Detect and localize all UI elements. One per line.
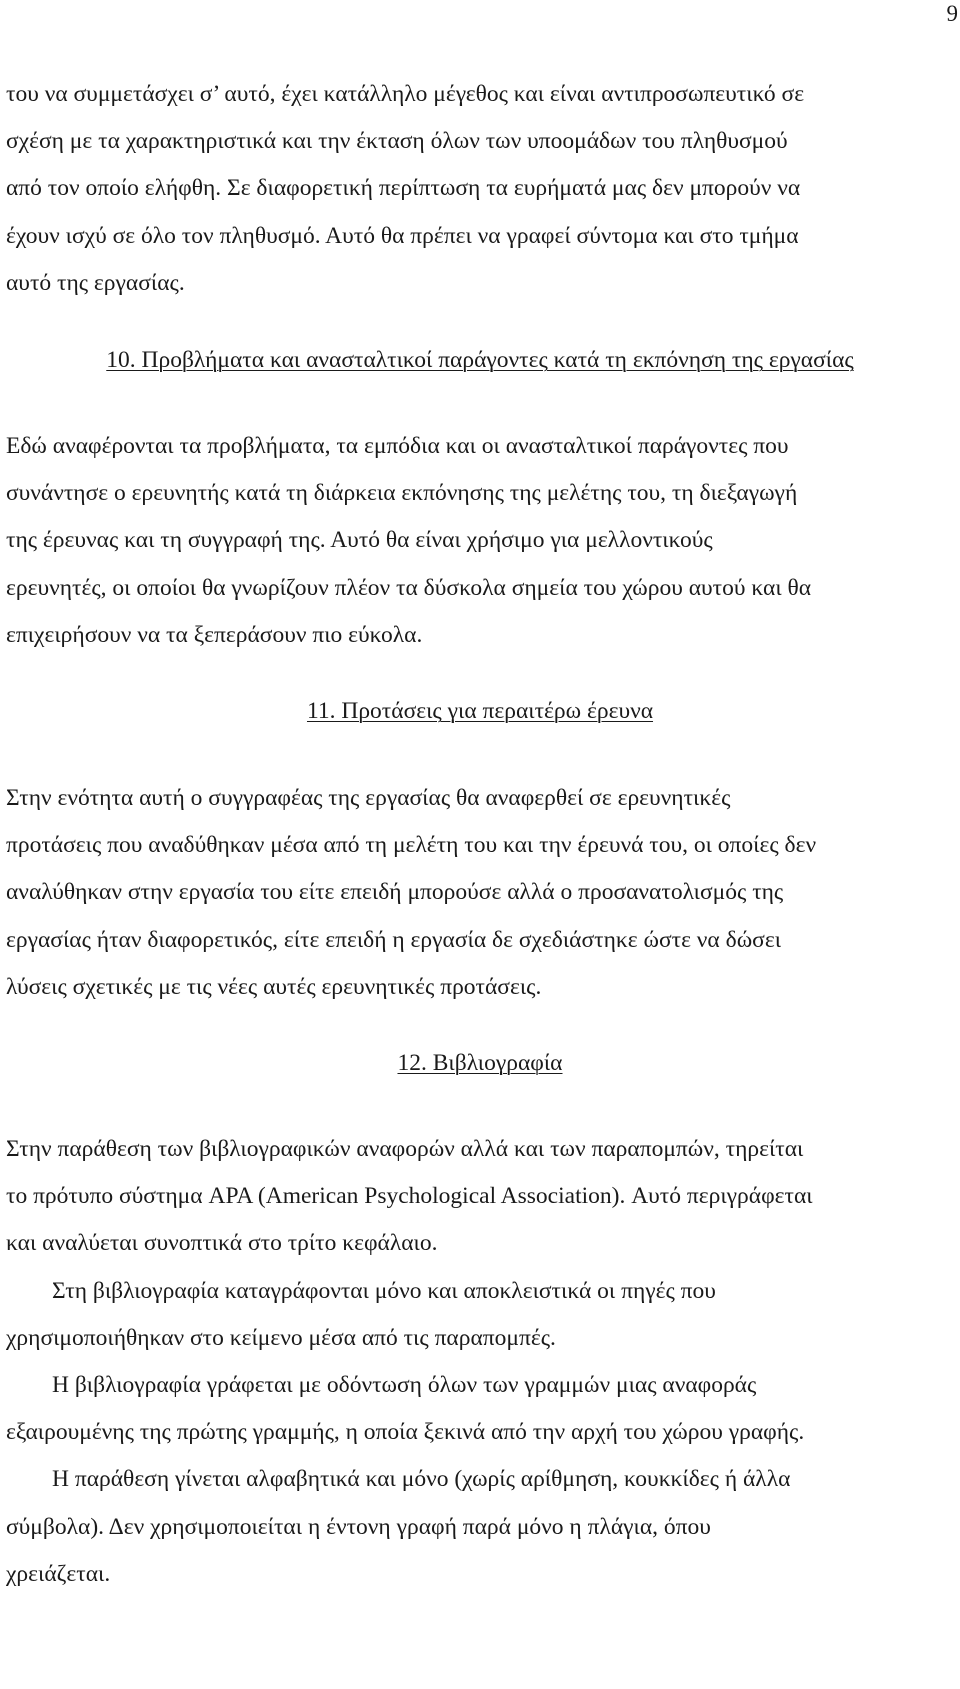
paragraph-line: αυτό της εργασίας. bbox=[6, 269, 185, 296]
paragraph-line: αναλύθηκαν στην εργασία του είτε επειδή μπορούσε αλλά ο προσανατολισμός της bbox=[6, 879, 784, 906]
paragraph-line: από τον οποίο ελήφθη. Σε διαφορετική περίπτωση τα ευρήματά μας δεν μπορούν να bbox=[6, 175, 801, 202]
section-10-paragraph bbox=[6, 423, 956, 659]
paragraph-line: εργασίας ήταν διαφορετικός, είτε επειδή η εργασία δε σχεδιάστηκε ώστε να δώσει bbox=[6, 926, 782, 953]
paragraph-line: Στην παράθεση των βιβλιογραφικών αναφορών αλλά και των παραπομπών, τηρείται bbox=[6, 1136, 804, 1162]
paragraph-line: σύμβολα). Δεν χρησιμοποιείται η έντονη γραφή παρά μόνο η πλάγια, όπου bbox=[6, 1513, 711, 1540]
paragraph-line: Η βιβλιογραφία γράφεται με οδόντωση όλων των γραμμών μιας αναφοράς bbox=[52, 1372, 757, 1399]
paragraph-line: Στη βιβλιογραφία καταγράφονται μόνο και αποκλειστικά οι πηγές που bbox=[52, 1277, 716, 1304]
paragraph-line: χρειάζεται. bbox=[6, 1560, 111, 1587]
paragraph-line: της έρευνας και τη συγγραφή της. Αυτό θα είναι χρήσιμο για μελλοντικούς bbox=[6, 527, 713, 554]
paragraph-line: του να συμμετάσχει σ’ αυτό, έχει κατάλληλο μέγεθος και είναι αντιπροσωπευτικό σε bbox=[6, 81, 805, 107]
paragraph-line: ερευνητές, οι οποίοι θα γνωρίζουν πλέον τα δύσκολα σημεία του χώρου αυτού και θα bbox=[6, 574, 812, 601]
paragraph-line: Η παράθεση γίνεται αλφαβητικά και μόνο (χωρίς αρίθμηση, κουκκίδες ή άλλα bbox=[52, 1466, 791, 1493]
paragraph-line: λύσεις σχετικές με τις νέες αυτές ερευνητικές προτάσεις. bbox=[6, 973, 542, 1000]
paragraph-line: χρησιμοποιήθηκαν στο κείμενο μέσα από τις παραπομπές. bbox=[6, 1324, 556, 1351]
section-11-paragraph bbox=[6, 775, 956, 1011]
paragraph-line: συνάντησε ο ερευνητής κατά τη διάρκεια εκπόνησης της μελέτης του, τη διεξαγωγή bbox=[6, 480, 798, 507]
section-12-paragraph-1 bbox=[6, 1126, 956, 1598]
paragraph-line: έχουν ισχύ σε όλο τον πληθυσμό. Αυτό θα πρέπει να γραφεί σύντομα και στο τμήμα bbox=[6, 222, 799, 249]
paragraph-line: Εδώ αναφέρονται τα προβλήματα, τα εμπόδια και οι ανασταλτικοί παράγοντες που bbox=[6, 433, 789, 459]
section-12-heading: 12. Βιβλιογραφία bbox=[397, 1050, 563, 1076]
paragraph-line: προτάσεις που αναδύθηκαν μέσα από τη μελέτη του και την έρευνά του, οι οποίες δεν bbox=[6, 832, 817, 859]
page-number: 9 bbox=[946, 1, 958, 26]
paragraph-line: εξαιρουμένης της πρώτης γραμμής, η οποία ξεκινά από την αρχή του χώρου γραφής. bbox=[6, 1419, 805, 1446]
section-10-heading: 10. Προβλήματα και ανασταλτικοί παράγοντες κατά τη εκπόνηση της εργασίας bbox=[106, 347, 854, 373]
paragraph-line: επιχειρήσουν να τα ξεπεράσουν πιο εύκολα. bbox=[6, 621, 423, 648]
section-11-heading: 11. Προτάσεις για περαιτέρω έρευνα bbox=[306, 698, 654, 724]
paragraph-line: και αναλύεται συνοπτικά στο τρίτο κεφάλαιο. bbox=[6, 1230, 438, 1257]
intro-paragraph bbox=[6, 71, 956, 307]
paragraph-line: το πρότυπο σύστημα APA (American Psychological Association). Αυτό περιγράφεται bbox=[6, 1183, 813, 1210]
paragraph-line: Στην ενότητα αυτή ο συγγραφέας της εργασίας θα αναφερθεί σε ερευνητικές bbox=[6, 785, 731, 811]
paragraph-line: σχέση με τα χαρακτηριστικά και την έκταση όλων των υποομάδων του πληθυσμού bbox=[6, 128, 788, 155]
